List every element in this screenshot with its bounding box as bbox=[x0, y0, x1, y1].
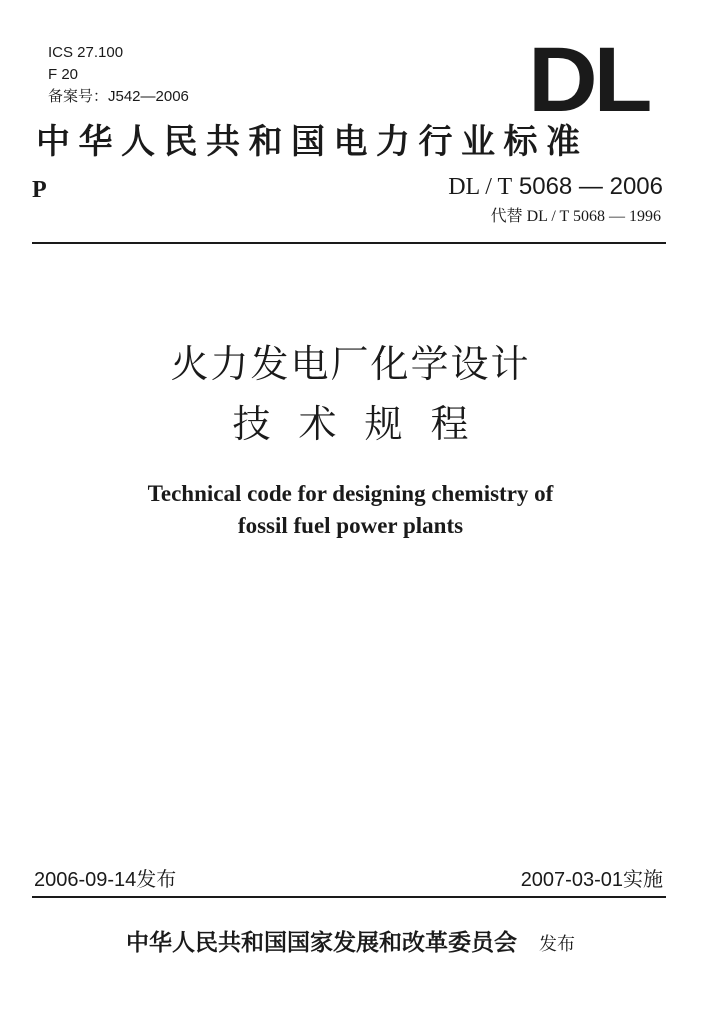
title-english-line1: Technical code for designing chemistry of bbox=[147, 481, 554, 506]
title-english bbox=[0, 478, 701, 542]
classification-code: P bbox=[32, 177, 47, 203]
standard-code-number: 5068 — 2006 bbox=[518, 173, 663, 200]
standard-code-prefix: DL / T bbox=[448, 174, 513, 200]
ics-number: ICS 27.100 bbox=[48, 44, 124, 61]
replaces-note: 代替 DL / T 5068 — 1996 bbox=[490, 208, 661, 225]
top-divider bbox=[32, 242, 666, 244]
title-chinese-line1: 火力发电厂化学设计 bbox=[170, 342, 531, 386]
issuer-verb: 发布 bbox=[539, 934, 575, 955]
bottom-divider bbox=[32, 896, 666, 898]
dl-logo: DL bbox=[528, 29, 649, 131]
issue-date: 2006-09-14发布 bbox=[34, 869, 177, 891]
issuer-name: 中华人民共和国国家发展和改革委员会 bbox=[126, 929, 517, 956]
title-english-line2: fossil fuel power plants bbox=[237, 513, 464, 538]
standard-name: 中华人民共和国电力行业标准 bbox=[36, 122, 589, 162]
standard-code bbox=[448, 172, 663, 202]
issuer bbox=[0, 928, 701, 960]
record-number: 备案号：J542—2006 bbox=[48, 88, 189, 105]
ccs-number: F 20 bbox=[48, 66, 79, 83]
title-chinese-line2: 技术规程 bbox=[232, 402, 497, 446]
effective-date: 2007-03-01实施 bbox=[520, 869, 663, 891]
